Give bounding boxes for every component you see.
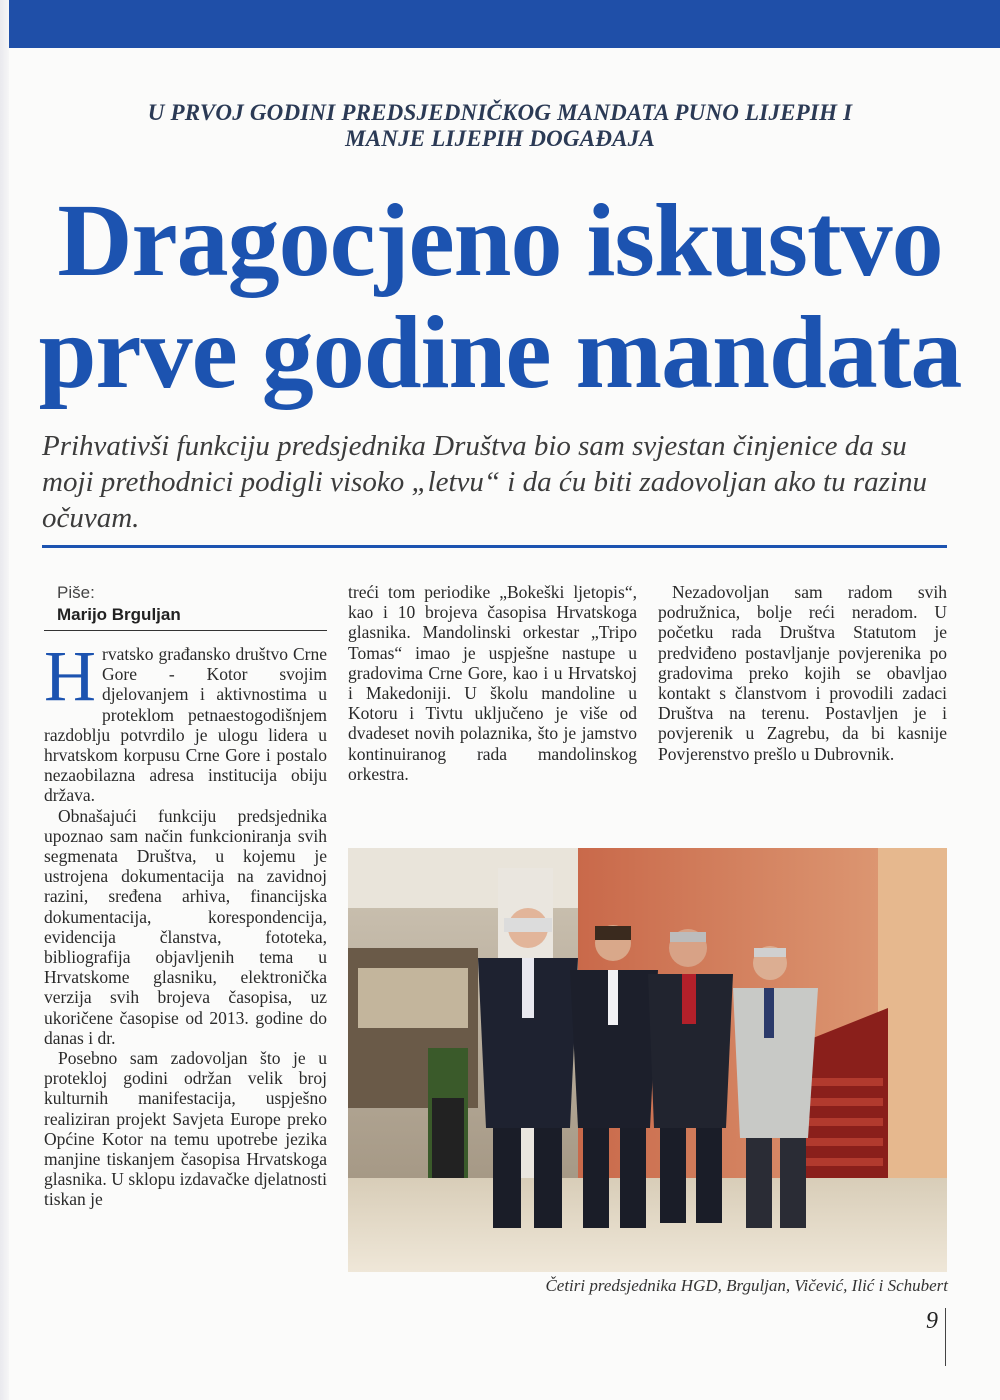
headline — [30, 185, 970, 409]
kicker — [60, 100, 940, 152]
group-photo — [348, 848, 947, 1272]
article-column-3 — [658, 582, 947, 764]
lead-paragraph: Prihvativši funkciju predsjednika Društva bio sam svjestan činjenice da su moji prethodnici podigli visoko „letvu“ i da ću biti zadovoljan ako tu razinu očuvam. — [42, 430, 927, 534]
photo-caption: Četiri predsjednika HGD, Brguljan, Vičević, Ilić i Schubert — [545, 1276, 948, 1295]
article-column-1 — [44, 636, 327, 1210]
section-divider — [42, 545, 947, 548]
page-edge — [0, 0, 9, 1400]
body-paragraph: Nezadovoljan sam radom svih podružnica, bolje reći neradom. U početku rada Društva Statutom je predviđeno postavljanje povjerenika po gradovima preko kojih se obavljao kontakt s članstvom i provodili zadaci Društva na terenu. Postavljen je i povjerenik u Zagrebu, da bi kasnije Povjerenstvo prešlo u Dubrovnik. — [658, 582, 947, 764]
byline-label: Piše: — [57, 583, 95, 602]
headline-line-2: prve godine mandata — [38, 295, 962, 410]
byline-author: Marijo Brguljan — [57, 605, 181, 624]
kicker-line-2: MANJE LIJEPIH DOGAĐAJA — [345, 126, 655, 151]
article-column-2 — [348, 582, 637, 784]
page-number-rule — [945, 1308, 946, 1366]
page-number: 9 — [926, 1308, 938, 1334]
body-paragraph: Obnašajući funkciju predsjednika upoznao sam način funkcioniranja svih segmenata Društva, u kojemu je ustrojena dokumentacija na zavidnoj razini, sređena arhiva, financijska dokumentacija, korespondencija, evidencija članstva, fototeka, bibliografija objavljenih tema u Hrvatskome glasniku, elektronička verzija svih brojeva časopisa, uz ukoričene časopise od 2013. godine do danas i dr. — [44, 805, 327, 1048]
kicker-line-1: U PRVOJ GODINI PREDSJEDNIČKOG MANDATA PUNO LIJEPIH I — [147, 100, 853, 125]
body-paragraph: Posebno sam zadovoljan što je u proteklој godini održan velik broj kulturnih manifestacija, uspješno realiziran projekt Savjeta Europe preko Općine Kotor na temu upotrebe jezika manjine tiskanjem časopisa Hrvatskoga glasnika. U sklopu izdavačke djelatnosti tiskan je — [44, 1048, 327, 1210]
byline — [57, 582, 327, 626]
top-color-band — [0, 0, 1000, 48]
headline-line-1: Dragocjeno iskustvo — [57, 183, 943, 298]
body-paragraph — [44, 636, 327, 806]
drop-cap: H — [44, 636, 96, 716]
byline-divider — [44, 630, 327, 631]
body-paragraph-text: rvatsko građansko društvo Crne Gore - Kotor svojim djelovanjem i aktivnostima u proteklom petnaestogodišnjem razdoblju potvrdilo je ulogu lidera u hrvatskom korpusu Crne Gore i postalo nezaobilazna adresa institucija obiju država. — [44, 644, 327, 806]
body-paragraph: treći tom periodike „Bokeški ljetopis“, kao i 10 brojeva časopisa Hrvatskoga glasnika. Mandolinski orkestar „Tripo Tomas“ imao je uspješne nastupe u gradovima Crne Gore, kao i u Hrvatskoj i Makedoniji. U školu mandoline u Kotoru i Tivtu uključeno je više od dvadeset novih polaznika, što je jamstvo kontinuiranog rada mandolinskog orkestra. — [348, 582, 637, 784]
